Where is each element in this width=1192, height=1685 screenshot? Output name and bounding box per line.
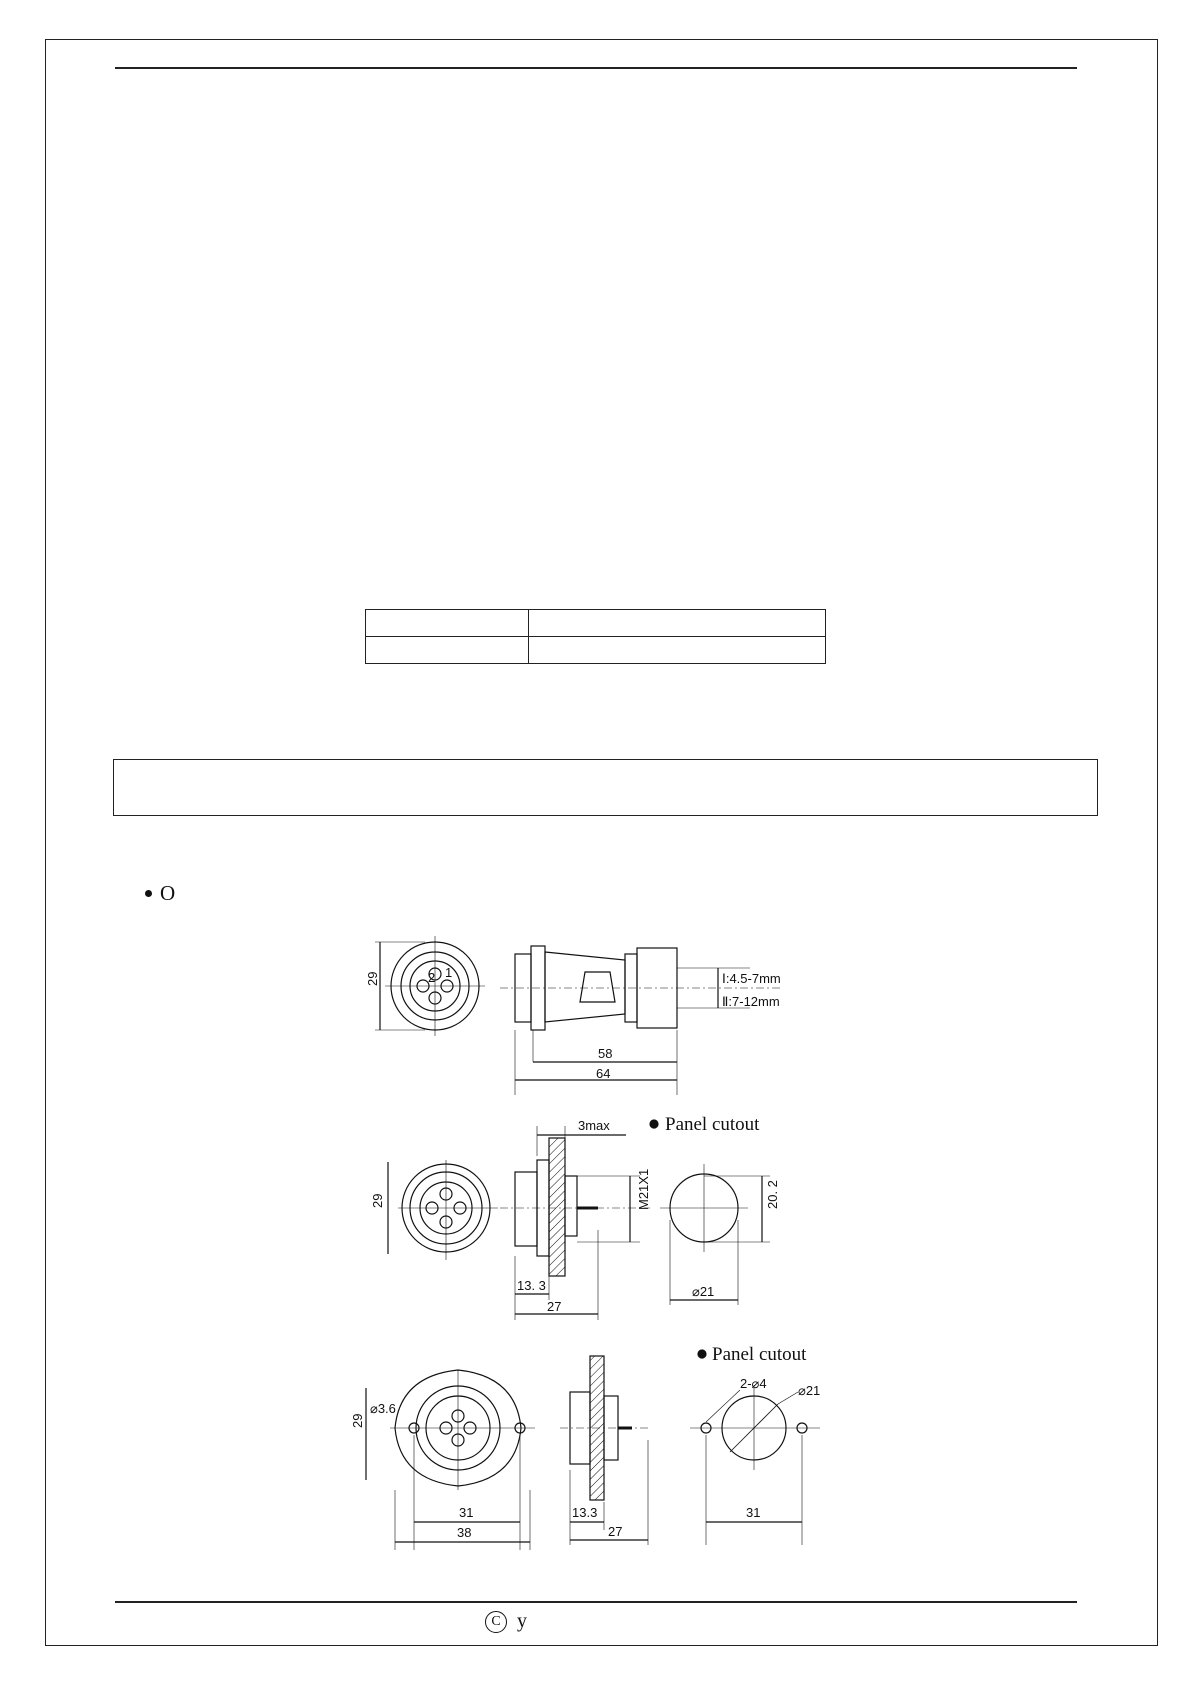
table-row: [366, 610, 826, 637]
rear-socket-side-view: [500, 1118, 651, 1320]
technical-drawing: [350, 930, 850, 1560]
bullet-icon: [145, 890, 152, 897]
flange-width-outer: 38: [457, 1525, 472, 1540]
plug-front-view: [365, 936, 485, 1036]
table-cell: [366, 637, 529, 664]
flange-holes-label: 2-⌀4: [740, 1376, 767, 1391]
rear-socket-length-a: 13. 3: [517, 1278, 546, 1293]
footer: [485, 1610, 527, 1633]
footer-rule: [115, 1601, 1077, 1603]
rear-socket-max-thickness: 3max: [578, 1118, 610, 1133]
rear-socket-panel-cutout: [650, 1114, 780, 1305]
header-rule: [115, 67, 1077, 69]
pin-label: 2: [428, 970, 436, 985]
notice-box: [113, 759, 1098, 816]
table-cell: [529, 610, 826, 637]
footer-text: y: [517, 1610, 527, 1632]
rear-socket-front-view: [370, 1160, 498, 1260]
flange-height-label: 29: [350, 1413, 365, 1428]
plug-length-outer: 64: [596, 1066, 611, 1081]
flange-length-b: 27: [608, 1524, 623, 1539]
flange-cutout-width: 31: [746, 1505, 761, 1520]
spec-table: [365, 609, 826, 664]
section-heading-text: O: [160, 881, 176, 905]
table-cell: [366, 610, 529, 637]
plug-length-inner: 58: [598, 1046, 613, 1061]
rear-cutout-title: Panel cutout: [665, 1114, 760, 1135]
flange-socket-front-view: [350, 1370, 535, 1550]
rear-socket-thread: M21X1: [636, 1168, 651, 1210]
cable-range-1: Ⅰ:4.5-7mm: [722, 971, 781, 986]
flange-cutout-title: Panel cutout: [712, 1344, 807, 1365]
pin-label: 1: [445, 965, 453, 980]
cable-range-2: Ⅱ:7-12mm: [722, 994, 780, 1009]
flange-socket-side-view: [560, 1356, 650, 1545]
plug-height-label: 29: [365, 971, 380, 986]
flange-length-a: 13.3: [572, 1505, 598, 1520]
table-cell: [529, 637, 826, 664]
flange-cutout-diameter: ⌀21: [798, 1383, 821, 1398]
rear-cutout-diameter: ⌀21: [692, 1284, 715, 1299]
rear-socket-length-b: 27: [547, 1299, 562, 1314]
flange-width-inner: 31: [459, 1505, 474, 1520]
table-row: [366, 637, 826, 664]
flange-socket-panel-cutout: [690, 1344, 820, 1545]
plug-side-view: [500, 946, 781, 1095]
rear-socket-height-label: 29: [370, 1193, 385, 1208]
copyright-icon: C: [485, 1611, 507, 1633]
rear-cutout-height: 20. 2: [765, 1180, 780, 1209]
flange-hole-diameter: ⌀3.6: [370, 1401, 396, 1416]
section-heading: [145, 881, 175, 906]
